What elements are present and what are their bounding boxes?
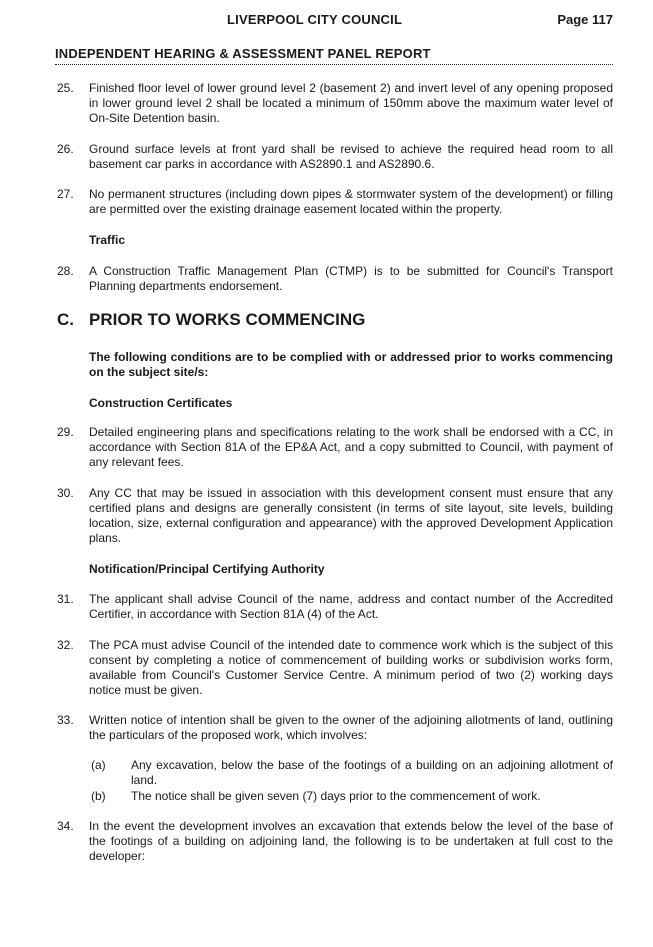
condition-number: 30.	[57, 486, 74, 500]
condition-number: 27.	[57, 187, 74, 201]
subheading-notification: Notification/Principal Certifying Authority	[89, 562, 325, 576]
sub-item-label: (a)	[91, 758, 106, 772]
header-divider	[55, 64, 613, 65]
condition-number: 33.	[57, 713, 74, 727]
condition-text: In the event the development involves an excavation that extends below the level of the base of the footings of a building on adjoining land, the following is to be undertaken at full cost to the developer:	[89, 819, 613, 863]
section-title: PRIOR TO WORKS COMMENCING	[89, 310, 366, 329]
condition-number: 28.	[57, 264, 74, 278]
condition-text: Written notice of intention shall be given to the owner of the adjoining allotments of land, outlining the particulars of the proposed work, which involves:	[89, 713, 613, 742]
condition-text: Any CC that may be issued in association with this development consent must ensure that any certified plans and designs are generally consistent (in terms of site layout, site levels, building location, size, external configuration and appearance) with the approved Development Application plans.	[89, 486, 613, 545]
condition-text: The PCA must advise Council of the intended date to commence work which is the subject of this consent by completing a notice of commencement of building works or subdivision works form, available from Council's Customer Service Centre. A minimum period of two (2) working days notice must be given.	[89, 638, 613, 697]
subheading-construction-certificates: Construction Certificates	[89, 396, 233, 410]
condition-text: The applicant shall advise Council of the name, address and contact number of the Accredited Certifier, in accordance with Section 81A (4) of the Act.	[89, 592, 613, 621]
sub-item-text: Any excavation, below the base of the footings of a building on an adjoining allotment of land.	[131, 758, 613, 787]
condition-text: Detailed engineering plans and specifications relating to the work shall be endorsed with a CC, in accordance with Section 81A of the EP&A Act, and a copy submitted to Council, with payment of any relevant fees.	[89, 425, 613, 469]
report-title: INDEPENDENT HEARING & ASSESSMENT PANEL REPORT	[55, 46, 431, 61]
section-lead-text: The following conditions are to be complied with or addressed prior to works commencing on the subject site/s:	[89, 350, 613, 379]
condition-number: 29.	[57, 425, 74, 439]
section-letter: C.	[57, 310, 74, 329]
condition-text: A Construction Traffic Management Plan (CTMP) is to be submitted for Council's Transport Planning departments endorsement.	[89, 264, 613, 293]
condition-text: Ground surface levels at front yard shall be revised to achieve the required head room to all basement car parks in accordance with AS2890.1 and AS2890.6.	[89, 142, 613, 171]
subheading-traffic: Traffic	[89, 233, 126, 247]
condition-text: No permanent structures (including down pipes & stormwater system of the development) or filling are permitted over the existing drainage easement located within the property.	[89, 187, 613, 216]
sub-item-label: (b)	[91, 789, 106, 803]
condition-number: 32.	[57, 638, 74, 652]
condition-number: 25.	[57, 81, 74, 95]
condition-number: 26.	[57, 142, 74, 156]
council-name: LIVERPOOL CITY COUNCIL	[227, 12, 403, 27]
sub-item-text: The notice shall be given seven (7) days prior to the commencement of work.	[131, 789, 541, 803]
page-number: Page 117	[557, 12, 613, 27]
condition-text: Finished floor level of lower ground level 2 (basement 2) and invert level of any opening proposed in lower ground level 2 shall be located a minimum of 150mm above the maximum water level of On-Site Detention basin.	[89, 81, 613, 125]
condition-number: 31.	[57, 592, 74, 606]
condition-number: 34.	[57, 819, 74, 833]
